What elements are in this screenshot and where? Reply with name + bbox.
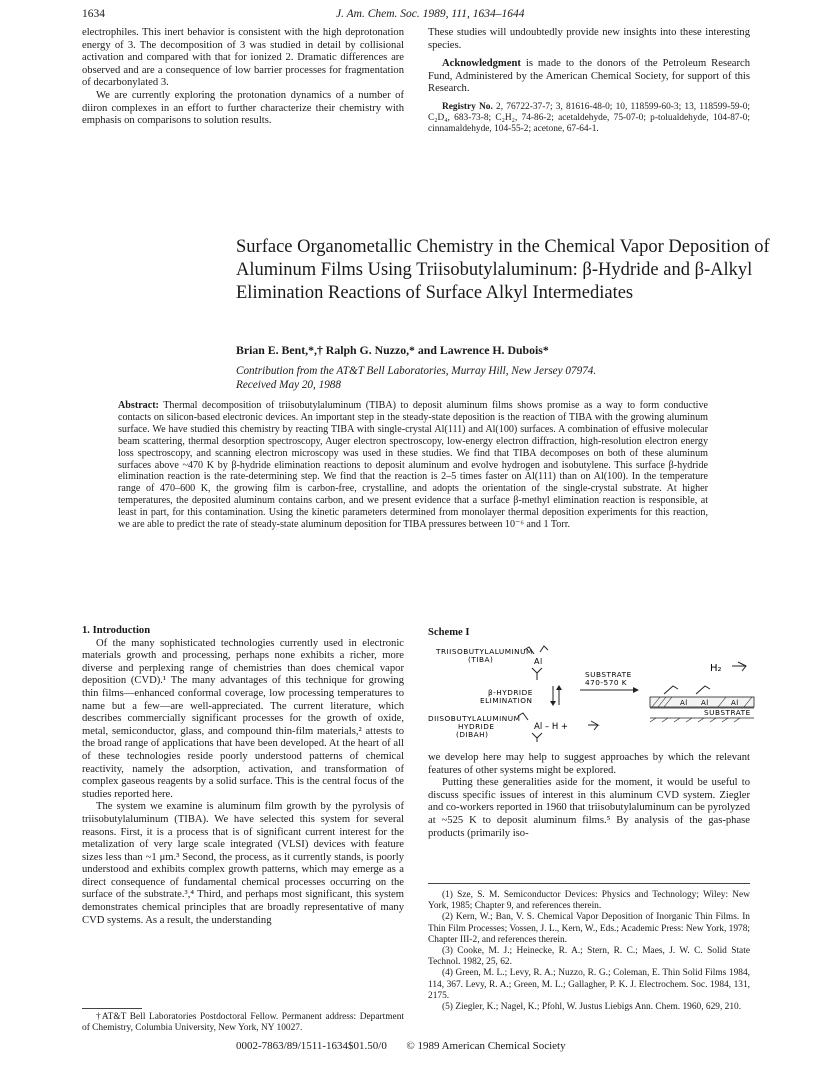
acknowledgment-paragraph [428,58,750,96]
dibah-label-name: DIISOBUTYLALUMINUM [428,714,521,723]
references-list [428,890,750,1013]
elimination-label: ELIMINATION [480,696,533,705]
journal-header: J. Am. Chem. Soc. 1989, 111, 1634–1644 [336,8,525,20]
acknowledgment-label: Acknowledgment [442,58,521,70]
registry-label: Registry No. [442,101,493,112]
isobutyl-bond-down [532,668,542,680]
exploring-paragraph: We are currently exploring the protonation dynamics of a number of diiron complexes in an effort to further characterize their chemistry with emphasis on comparisons to solution results. [82,89,404,127]
isobutylene-product [732,662,746,671]
page-number: 1634 [82,8,105,20]
dibah-label-abbrev: (DIBAH) [456,730,489,739]
affiliation-block [236,365,596,392]
scheme-title: Scheme I [428,627,470,638]
acknowledgment-text: is made to the donors of the Petroleum Research Fund, Administered by the American Chemical Society, for support of this Research. [428,58,750,95]
reference-item: (1) Sze, S. M. Semiconductor Devices: Physics and Technology; Wiley: New York, 1985; Chapter 9, and references therein. [428,890,750,912]
abstract-label: Abstract: [118,400,159,411]
beta-hydride-label: β-HYDRIDE [488,688,533,697]
footnote-rule [82,1008,142,1009]
al-h-plus-label: Al – H + [534,722,569,732]
registry-text: 2, 76722-37-7; 3, 81616-48-0; 10, 118599-60-3; 13, 118599-59-0; C₂D₄, 683-73-8; C₂H₂, 74-86-2; acetaldehyde, 75-07-0; p-tolualdehyde, 104-87-0; cinnamaldehyde, 104-55-2; acetone, 67-64-1. [428,101,750,135]
scheme-diagram [428,642,758,742]
continuation-paragraph: electrophiles. This inert behavior is consistent with the high deprotonation energy of 3. The decomposition of 3 was studied in detail by collisional activation and compared with that for ionized 2. Dramatic differences are observed and are a consequence of low barrier processes for fragmentation of decarbonylated 3. [82,27,404,89]
isobutylene-byproduct [588,721,598,730]
intro-paragraph-2: The system we examine is aluminum film growth by the pyrolysis of triisobutylaluminum (TIBA). We have selected this system for several reasons. First, it is a process that is of significant current interest for the metalization of very large scale integrated (VLSI) devices with feature sizes less than ~1 μm.³ Second, the process, as it currently stands, is poorly understood and exhibits complex growth patterns, which may emerge as a direct consequence of fundamental chemical processes occurring on the surface of the substrate.³,⁴ Third, and perhaps most significant, this system demonstrates chemical principles that are broadly representative of many CVD systems. As a result, the understanding [82,801,404,926]
dibah-isobutyl-down [532,733,542,742]
reference-item: (2) Kern, W.; Ban, V. S. Chemical Vapor Deposition of Inorganic Thin Films. In Thin Film Processes; Vossen, J. L., Kern, W., Eds.; Academic Press: New York, 1978; Chapter III-2, and references therein. [428,912,750,945]
introduction-column [82,625,404,927]
references-rule [428,883,750,884]
page-footer [236,1040,566,1052]
substrate-box-label: SUBSTRATE [704,708,751,717]
article-title: Surface Organometallic Chemistry in the Chemical Vapor Deposition of Aluminum Films Using Triisobutylaluminum: β-Hydride and β-Alkyl Elimination Reactions of Surface Alkyl Intermediates [236,237,770,303]
al-atom-top: Al [534,657,543,666]
section-heading: 1. Introduction [82,625,151,636]
reference-item: (3) Cooke, M. J.; Heinecke, R. A.; Stern, R. C.; Maes, J. W. C. Solid State Technol. 1982, 25, 62. [428,946,750,968]
down-arrow-head [550,701,556,706]
author-footnote: †AT&T Bell Laboratories Postdoctoral Fellow. Permanent address: Department of Chemistry, Columbia University, New York, NY 10027. [82,1012,404,1034]
up-arrow-head [556,685,562,690]
surface-atom-2: Al [701,699,709,707]
temperature-label: 470-570 K [585,678,628,687]
intro-paragraph-1: Of the many sophisticated technologies currently used in electronic materials growth and processing, perhaps none exhibits a richer, more diverse and perplexing range of chemistries than does chemical vapor deposition (CVD).¹ The many advantages of this technique for growing thin films—enhanced conformal coverage, low processing temperatures to name but a few—are well-appreciated. The current literature, which describes commercially significant processes for the growth of oxide, metal, semiconductor, glass, and compound thin-film materials,² attests to the broad range of applications that have been developed. At the heart of all of these technologies reside poorly understood patterns of chemical reactivity, namely the adsorption, activation, and transformation of complex gaseous reagents by a solid surface. This is the central focus of the studies reported here. [82,637,404,800]
right-paragraph-1: we develop here may help to suggest approaches by which the relevant features of other systems might be explored. [428,752,750,776]
reference-item: (5) Ziegler, K.; Nagel, K.; Pfohl, W. Justus Liebigs Ann. Chem. 1960, 629, 210. [442,1002,742,1013]
abstract [118,400,708,531]
dibah-label-hydride: HYDRIDE [458,722,495,731]
surface-atom-3: Al [731,699,739,707]
adsorbed-fragment-left [664,686,678,694]
abstract-text: Thermal decomposition of triisobutylaluminum (TIBA) to deposit aluminum films shows promise as a way to form conductive contacts on silicon-based electronic devices. An important step in the steady-state deposition is the reaction of TIBA with the growing aluminum surface. We have studied this chemistry by reacting TIBA with single-crystal Al(111) and Al(100) surfaces. A combination of effusive molecular beam scattering, thermal desorption spectroscopy, Auger electron spectroscopy, low-energy electron diffraction, high-resolution electron energy loss spectroscopy, and scanning electron microscopy was used in these studies. We find that TIBA decomposes on both of these aluminum surfaces above ~470 K by β-hydride elimination reactions to deposit aluminum and evolve hydrogen and isobutylene. This surface β-hydride elimination reaction is the rate-determining step. We find that the reaction is 2–5 times faster on Al(111) than on Al(100). In the temperature range of 470–600 K, the growing film is carbon-free, crystalline, and adopts the orientation of the single-crystal substrate. At higher temperatures, the deposited aluminum contains carbon, and we present evidence that a surface β-methyl elimination reaction is responsible, at least in part, for this contamination. Using the kinetic parameters determined from monolayer thermal deposition experiments for this reaction, we are able to predict the rate of steady-state aluminum deposition for TIBA pressures between 10⁻⁶ and 1 Torr. [118,400,708,531]
isobutyl-bond-right [540,646,548,652]
reaction-arrow-head [633,687,639,693]
right-paragraph-2: Putting these generalities aside for the moment, it would be useful to discuss specific issues of interest in this aluminum CVD system. Ziegler and co-workers reported in 1960 that triisobutylaluminum can be pyrolyzed at ~525 K to deposit aluminum films.⁵ By analysis of the gas-phase products (primarily iso- [428,777,750,839]
registry-paragraph [428,102,750,136]
hydrogen-label: H₂ [710,663,722,674]
received-date: Received May 20, 1988 [236,378,341,391]
reference-item: (4) Green, M. L.; Levy, R. A.; Nuzzo, R. G.; Coleman, E. Thin Solid Films 1984, 114, 367. Levy, R. A.; Green, M. L.; Gallagher, P. K. J. Electrochem. Soc. 1984, 131, 2175. [428,968,750,1001]
article-authors: Brian E. Bent,*,† Ralph G. Nuzzo,* and Lawrence H. Dubois* [236,343,549,357]
issn-code: 0002-7863/89/1511-1634$01.50/0 [236,1040,387,1052]
substrate-label: SUBSTRATE [585,670,632,679]
top-left-column [82,27,404,128]
surface-atom-1: Al [680,699,688,707]
affiliation: Contribution from the AT&T Bell Laboratories, Murray Hill, New Jersey 07974. [236,365,597,377]
footnote-block [82,1012,404,1034]
right-column [428,752,750,840]
top-right-column [428,27,750,136]
tiba-label-name: TRIISOBUTYLALUMINUM [436,647,533,656]
tiba-label-abbrev: (TIBA) [468,655,494,664]
adsorbed-fragment-right [696,686,710,694]
copyright: © 1989 American Chemical Society [406,1040,566,1052]
insights-paragraph: These studies will undoubtedly provide new insights into these interesting species. [428,27,750,51]
